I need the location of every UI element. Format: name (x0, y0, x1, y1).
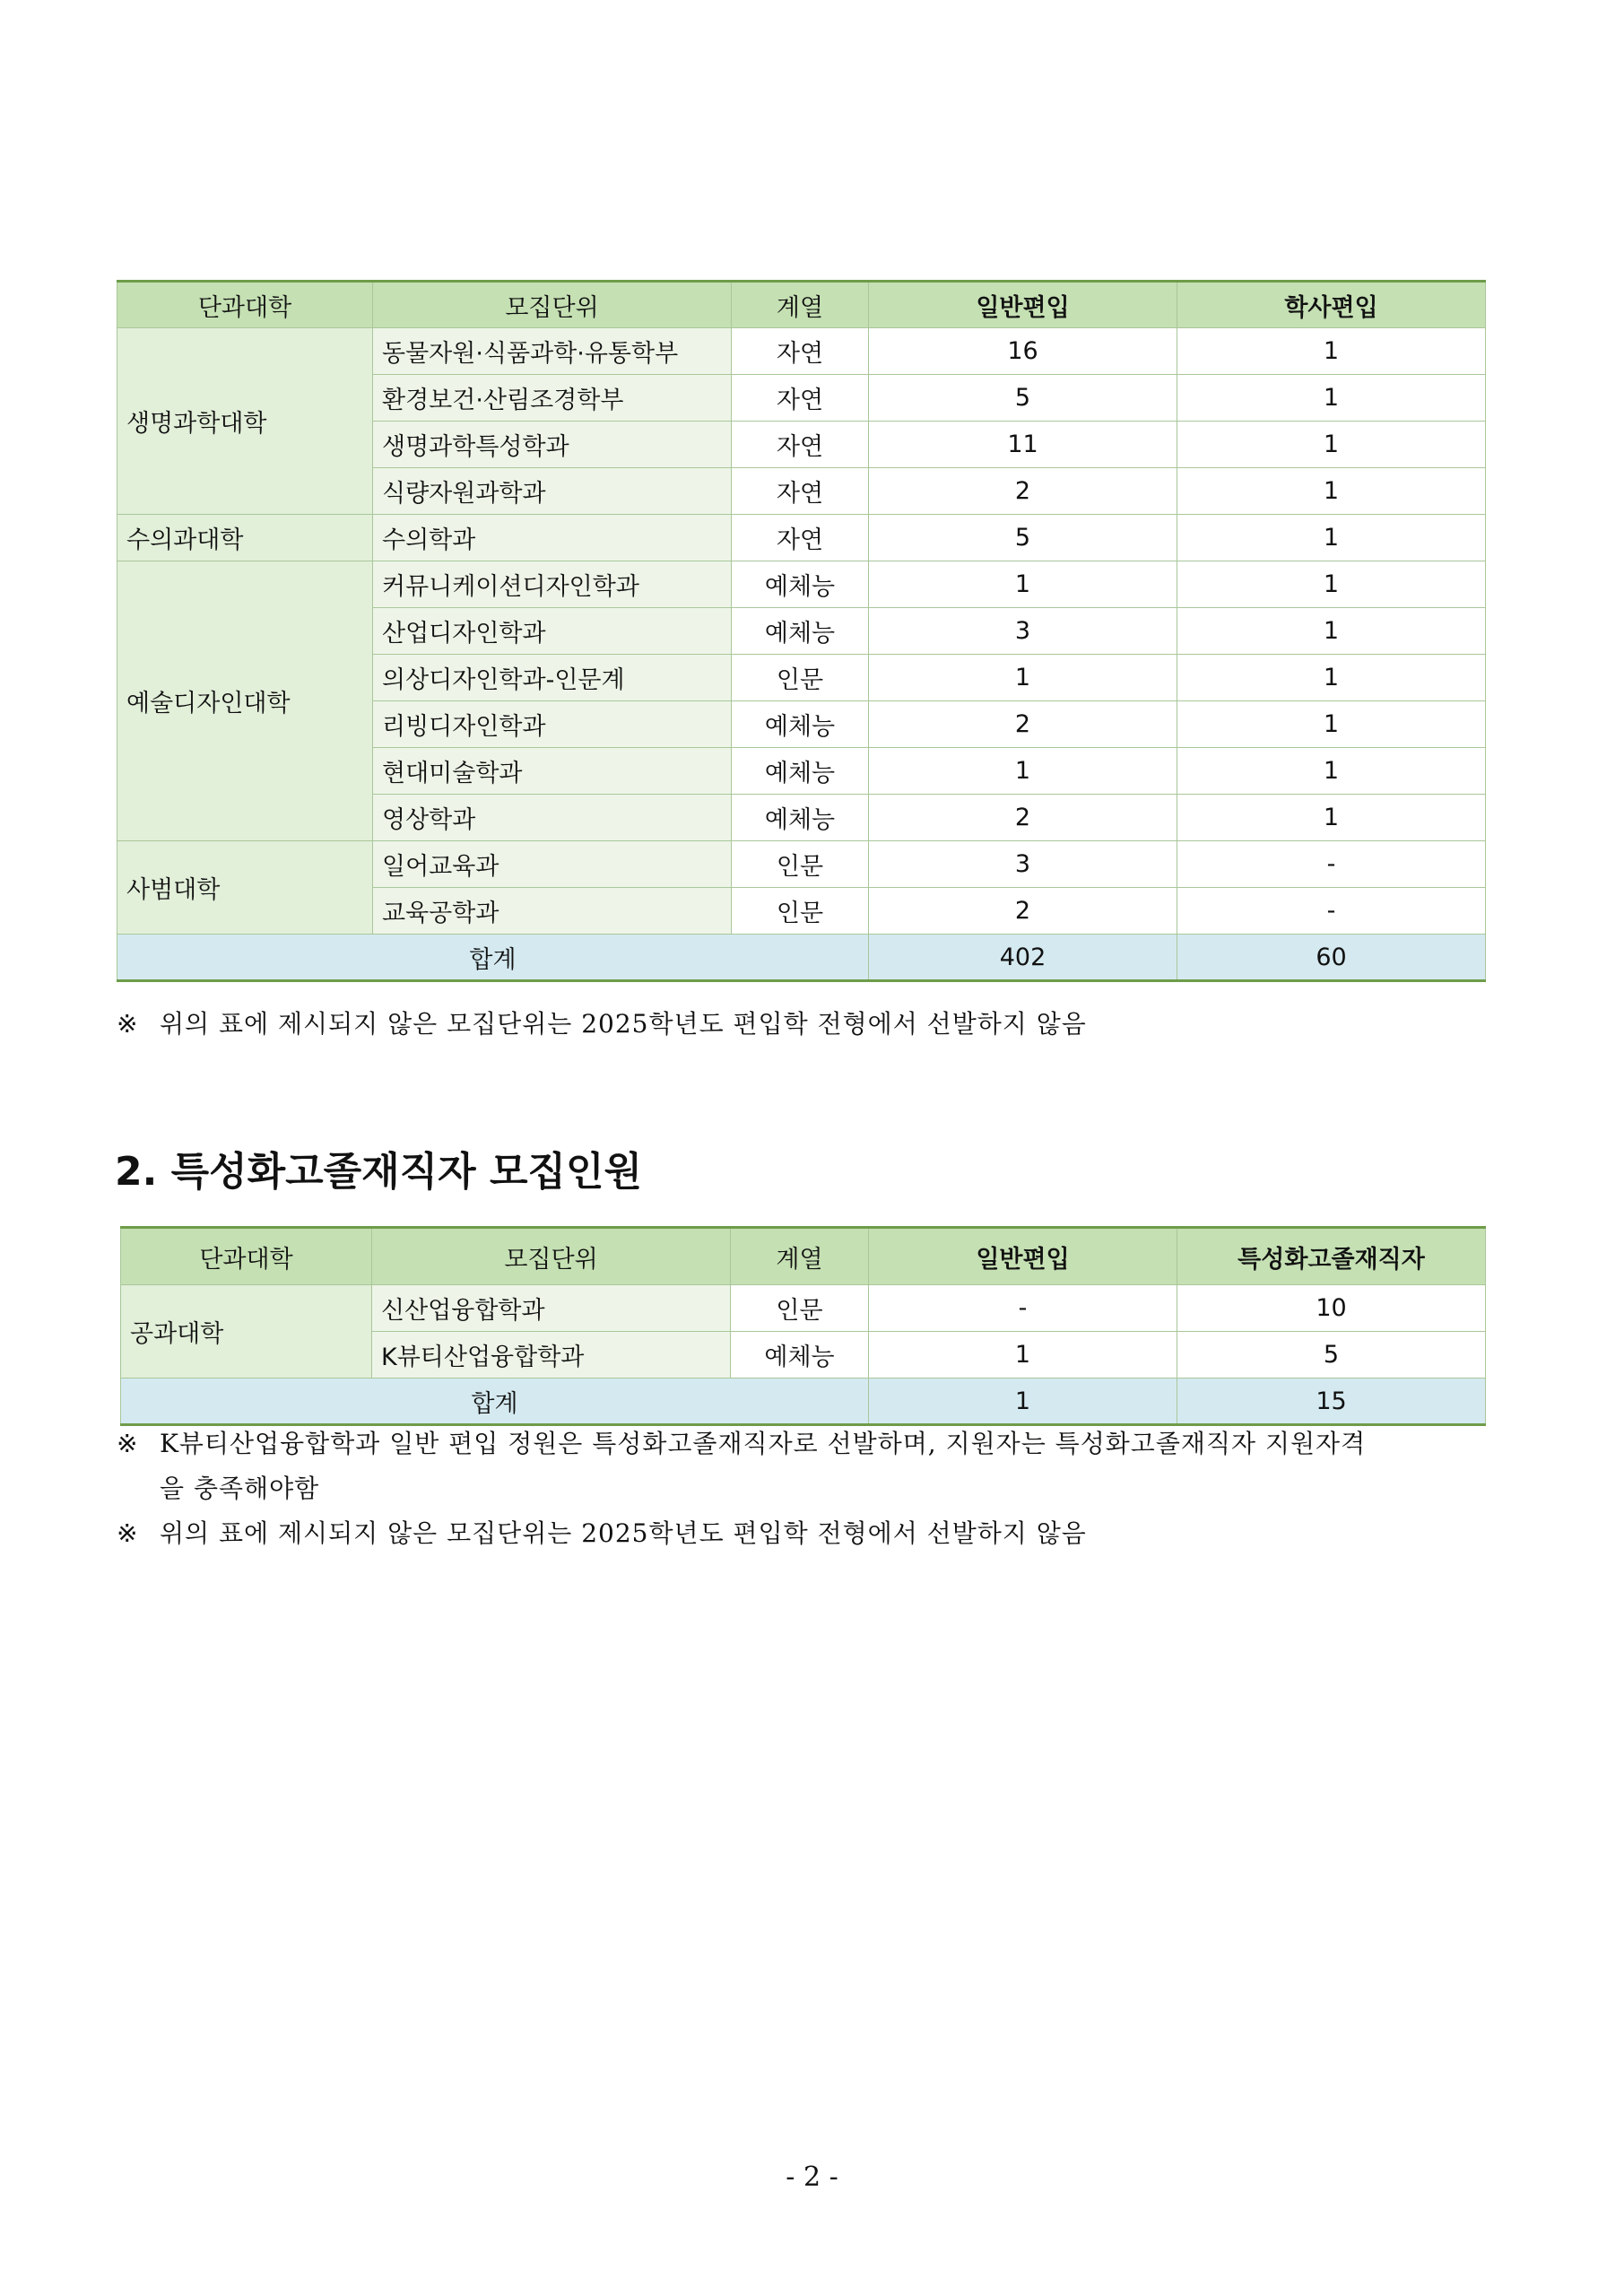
total-bachelor: 60 (1177, 935, 1486, 981)
note-mark: ※ (117, 1009, 139, 1039)
unit-cell: 커뮤니케이션디자인학과 (373, 561, 732, 608)
total-special: 15 (1177, 1378, 1486, 1425)
header-unit: 모집단위 (372, 1228, 731, 1285)
page-number: - 2 - (786, 2161, 838, 2193)
bachelor-cell: 1 (1177, 795, 1486, 841)
bachelor-cell: 1 (1177, 561, 1486, 608)
table2-note-2 (117, 1511, 1087, 1556)
table-row (117, 328, 1486, 375)
track-cell: 예체능 (732, 608, 869, 655)
unit-cell: 식량자원과학과 (373, 468, 732, 515)
note-text-continued: 을 충족해야함 (160, 1474, 320, 1503)
general-cell: 2 (869, 468, 1177, 515)
college-cell: 수의과대학 (117, 515, 373, 561)
general-cell: 3 (869, 608, 1177, 655)
total-general: 402 (869, 935, 1177, 981)
track-cell: 인문 (732, 655, 869, 701)
track-cell: 자연 (732, 375, 869, 422)
total-label: 합계 (121, 1378, 869, 1425)
header-track: 계열 (731, 1228, 869, 1285)
total-general: 1 (869, 1378, 1177, 1425)
total-row (117, 935, 1486, 981)
track-cell: 자연 (732, 468, 869, 515)
college-cell: 예술디자인대학 (117, 561, 373, 841)
bachelor-cell: 1 (1177, 608, 1486, 655)
header-bachelor: 학사편입 (1177, 282, 1486, 328)
general-cell: 16 (869, 328, 1177, 375)
note-text: 위의 표에 제시되지 않은 모집단위는 2025학년도 편입학 전형에서 선발하지 않음 (160, 1518, 1087, 1548)
college-cell: 공과대학 (121, 1285, 372, 1378)
bachelor-cell: 1 (1177, 468, 1486, 515)
header-track: 계열 (732, 282, 869, 328)
general-cell: 2 (869, 795, 1177, 841)
bachelor-cell: 1 (1177, 375, 1486, 422)
table2-note-1 (117, 1422, 1366, 1511)
unit-cell: 일어교육과 (373, 841, 732, 888)
bachelor-cell: 1 (1177, 748, 1486, 795)
header-general: 일반편입 (869, 1228, 1177, 1285)
unit-cell: 영상학과 (373, 795, 732, 841)
college-cell: 사범대학 (117, 841, 373, 935)
track-cell: 인문 (732, 888, 869, 935)
header-college: 단과대학 (121, 1228, 372, 1285)
bachelor-cell: 1 (1177, 515, 1486, 561)
general-cell: 3 (869, 841, 1177, 888)
bachelor-cell: - (1177, 841, 1486, 888)
note-text: 위의 표에 제시되지 않은 모집단위는 2025학년도 편입학 전형에서 선발하지 않음 (160, 1009, 1087, 1039)
general-cell: - (869, 1285, 1177, 1332)
track-cell: 자연 (732, 328, 869, 375)
general-cell: 5 (869, 515, 1177, 561)
unit-cell: 산업디자인학과 (373, 608, 732, 655)
general-cell: 1 (869, 1332, 1177, 1378)
track-cell: 예체능 (731, 1332, 869, 1378)
general-cell: 1 (869, 655, 1177, 701)
track-cell: 인문 (731, 1285, 869, 1332)
unit-cell: 현대미술학과 (373, 748, 732, 795)
unit-cell: 동물자원·식품과학·유통학부 (373, 328, 732, 375)
note-text: K뷰티산업융합학과 일반 편입 정원은 특성화고졸재직자로 선발하며, 지원자는 특성화고졸재직자 지원자격 (160, 1429, 1367, 1458)
note-mark: ※ (117, 1518, 139, 1548)
general-cell: 1 (869, 561, 1177, 608)
header-general: 일반편입 (869, 282, 1177, 328)
college-cell: 생명과학대학 (117, 328, 373, 515)
general-cell: 2 (869, 888, 1177, 935)
header-unit: 모집단위 (373, 282, 732, 328)
total-row (121, 1378, 1486, 1425)
special-cell: 5 (1177, 1332, 1486, 1378)
total-label: 합계 (117, 935, 869, 981)
unit-cell: 리빙디자인학과 (373, 701, 732, 748)
unit-cell: K뷰티산업융합학과 (372, 1332, 731, 1378)
recruitment-table-1 (117, 280, 1486, 982)
table-header-row (117, 282, 1486, 328)
general-cell: 1 (869, 748, 1177, 795)
header-special: 특성화고졸재직자 (1177, 1228, 1486, 1285)
general-cell: 5 (869, 375, 1177, 422)
unit-cell: 수의학과 (373, 515, 732, 561)
bachelor-cell: 1 (1177, 422, 1486, 468)
track-cell: 인문 (732, 841, 869, 888)
general-cell: 11 (869, 422, 1177, 468)
unit-cell: 의상디자인학과-인문계 (373, 655, 732, 701)
track-cell: 예체능 (732, 701, 869, 748)
table-row (117, 561, 1486, 608)
bachelor-cell: - (1177, 888, 1486, 935)
unit-cell: 신산업융합학과 (372, 1285, 731, 1332)
unit-cell: 환경보건·산림조경학부 (373, 375, 732, 422)
table-row (117, 841, 1486, 888)
bachelor-cell: 1 (1177, 701, 1486, 748)
table-row (117, 515, 1486, 561)
bachelor-cell: 1 (1177, 655, 1486, 701)
note-mark: ※ (117, 1429, 139, 1458)
section-title: 2. 특성화고졸재직자 모집인원 (115, 1149, 643, 1195)
recruitment-table-2 (120, 1226, 1486, 1426)
unit-cell: 교육공학과 (373, 888, 732, 935)
general-cell: 2 (869, 701, 1177, 748)
special-cell: 10 (1177, 1285, 1486, 1332)
track-cell: 예체능 (732, 748, 869, 795)
track-cell: 예체능 (732, 795, 869, 841)
track-cell: 자연 (732, 515, 869, 561)
table-header-row (121, 1228, 1486, 1285)
track-cell: 예체능 (732, 561, 869, 608)
unit-cell: 생명과학특성학과 (373, 422, 732, 468)
table-row (121, 1285, 1486, 1332)
bachelor-cell: 1 (1177, 328, 1486, 375)
table1-note (117, 1002, 1087, 1047)
header-college: 단과대학 (117, 282, 373, 328)
track-cell: 자연 (732, 422, 869, 468)
